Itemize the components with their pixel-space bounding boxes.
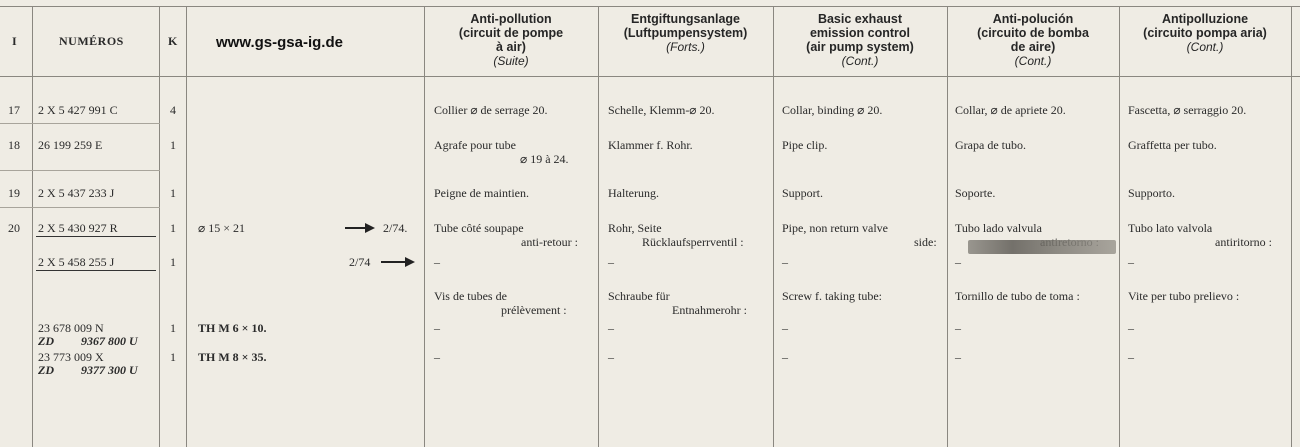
row-19-de: Halterung.: [608, 186, 659, 200]
row-19-it: Supporto.: [1128, 186, 1176, 200]
v2-zd-label: ZD: [38, 363, 54, 377]
header-i: I: [12, 34, 18, 48]
row-18-de: Klammer f. Rohr.: [608, 138, 693, 152]
vis-es: Tornillo de tubo de toma :: [955, 289, 1080, 303]
vis-de-line2: Entnahmerohr :: [672, 303, 747, 317]
v2-part-number: 23 773 009 X: [38, 350, 104, 364]
row-18-fr-line1: Agrafe pour tube: [434, 138, 516, 152]
v1-fr-dash: –: [434, 321, 440, 335]
vis-de-line1: Schraube für: [608, 289, 670, 303]
row-17-fr: Collier ⌀ de serrage 20.: [434, 103, 548, 117]
col-divider: [1291, 6, 1292, 447]
v2-zd: [38, 363, 138, 377]
row-20-date: 2/74.: [383, 221, 408, 235]
row-17-es: Collar, ⌀ de apriete 20.: [955, 103, 1066, 117]
row-20-en-line2: side:: [914, 235, 937, 249]
row-20b-part-number: 2 X 5 458 255 J: [38, 255, 115, 269]
v1-zd-number: 9367 800 U: [81, 334, 138, 348]
v1-zd-label: ZD: [38, 334, 54, 348]
row-20-dimension: ⌀ 15 × 21: [198, 221, 245, 235]
v2-es-dash: –: [955, 350, 961, 364]
col-divider: [598, 6, 599, 447]
row-19-en: Support.: [782, 186, 824, 200]
row-20b-es-dash: –: [955, 255, 961, 269]
row-20-es-line1: Tubo lado valvula: [955, 221, 1042, 235]
arrow-right-icon: [345, 222, 375, 234]
row-20-de-line2: Rücklaufsperrventil :: [642, 235, 744, 249]
row-19-fr: Peigne de maintien.: [434, 186, 529, 200]
vis-it: Vite per tubo prelievo :: [1128, 289, 1240, 303]
row-20-index: 20: [8, 221, 20, 235]
vis-en: Screw f. taking tube:: [782, 289, 882, 303]
row-20b-it-dash: –: [1128, 255, 1134, 269]
row-17-it: Fascetta, ⌀ serraggio 20.: [1128, 103, 1247, 117]
row-18-index: 18: [8, 138, 20, 152]
row-20b-date: 2/74: [349, 255, 371, 269]
row-20-it-line2: antiritorno :: [1215, 235, 1272, 249]
row-divider: [0, 123, 160, 124]
col-divider: [424, 6, 425, 447]
row-19-qty: 1: [170, 186, 176, 200]
col-divider: [159, 6, 160, 447]
arrow-right-icon: [381, 256, 415, 268]
col-divider: [947, 6, 948, 447]
header-spanish: Anti-polución (circuito de bomba de aire) (Cont.): [977, 12, 1089, 68]
header-italian: Antipolluzione (circuito pompa aria) (Cont.): [1143, 12, 1267, 54]
row-18-en: Pipe clip.: [782, 138, 828, 152]
row-divider: [0, 170, 160, 171]
part-number-underline: [36, 270, 156, 271]
row-20b-fr-dash: –: [434, 255, 440, 269]
v1-de-dash: –: [608, 321, 614, 335]
row-20-it-line1: Tubo lato valvola: [1128, 221, 1213, 235]
row-19-es: Soporte.: [955, 186, 996, 200]
row-17-index: 17: [8, 103, 20, 117]
col-divider: [1119, 6, 1120, 447]
header-rule: [0, 76, 1300, 77]
col-divider: [773, 6, 774, 447]
row-17-de: Schelle, Klemm-⌀ 20.: [608, 103, 715, 117]
v2-it-dash: –: [1128, 350, 1134, 364]
row-18-qty: 1: [170, 138, 176, 152]
v2-en-dash: –: [782, 350, 788, 364]
row-18-it: Graffetta per tubo.: [1128, 138, 1217, 152]
ink-smudge: [968, 240, 1116, 254]
row-20-de-line1: Rohr, Seite: [608, 221, 662, 235]
v2-spec: TH M 8 × 35.: [198, 350, 267, 364]
row-20-en-line1: Pipe, non return valve: [782, 221, 888, 235]
v2-de-dash: –: [608, 350, 614, 364]
v1-qty: 1: [170, 321, 176, 335]
header-english: Basic exhaust emission control (air pump system) (Cont.): [806, 12, 914, 68]
row-20-part-number: 2 X 5 430 927 R: [38, 221, 118, 235]
vis-fr-line2: prélèvement :: [501, 303, 567, 317]
row-19-part-number: 2 X 5 437 233 J: [38, 186, 115, 200]
v1-en-dash: –: [782, 321, 788, 335]
row-17-part-number: 2 X 5 427 991 C: [38, 103, 118, 117]
row-divider: [0, 207, 160, 208]
col-divider: [186, 6, 187, 447]
website-watermark: www.gs-gsa-ig.de: [216, 34, 343, 51]
row-19-index: 19: [8, 186, 20, 200]
v1-es-dash: –: [955, 321, 961, 335]
v1-it-dash: –: [1128, 321, 1134, 335]
row-20-fr-line2: anti-retour :: [521, 235, 578, 249]
v2-qty: 1: [170, 350, 176, 364]
row-20b-en-dash: –: [782, 255, 788, 269]
v1-zd: [38, 334, 138, 348]
row-18-part-number: 26 199 259 E: [38, 138, 103, 152]
v2-fr-dash: –: [434, 350, 440, 364]
header-german: Entgiftungsanlage (Luftpumpensystem) (Forts.): [623, 12, 748, 54]
v1-spec: TH M 6 × 10.: [198, 321, 267, 335]
row-20b-qty: 1: [170, 255, 176, 269]
top-rule: [0, 6, 1300, 7]
row-17-en: Collar, binding ⌀ 20.: [782, 103, 883, 117]
col-divider: [32, 6, 33, 447]
row-20-fr-line1: Tube côté soupape: [434, 221, 524, 235]
row-20b-de-dash: –: [608, 255, 614, 269]
part-number-underline: [36, 236, 156, 237]
header-numeros: NUMÉROS: [59, 34, 124, 48]
row-18-es: Grapa de tubo.: [955, 138, 1026, 152]
header-k: K: [168, 34, 178, 48]
v2-zd-number: 9377 300 U: [81, 363, 138, 377]
row-20-qty: 1: [170, 221, 176, 235]
v1-part-number: 23 678 009 N: [38, 321, 104, 335]
vis-fr-line1: Vis de tubes de: [434, 289, 507, 303]
row-18-fr-line2: ⌀ 19 à 24.: [520, 152, 569, 166]
header-french: Anti-pollution (circuit de pompe à air) (Suite): [458, 12, 564, 68]
row-17-qty: 4: [170, 103, 176, 117]
